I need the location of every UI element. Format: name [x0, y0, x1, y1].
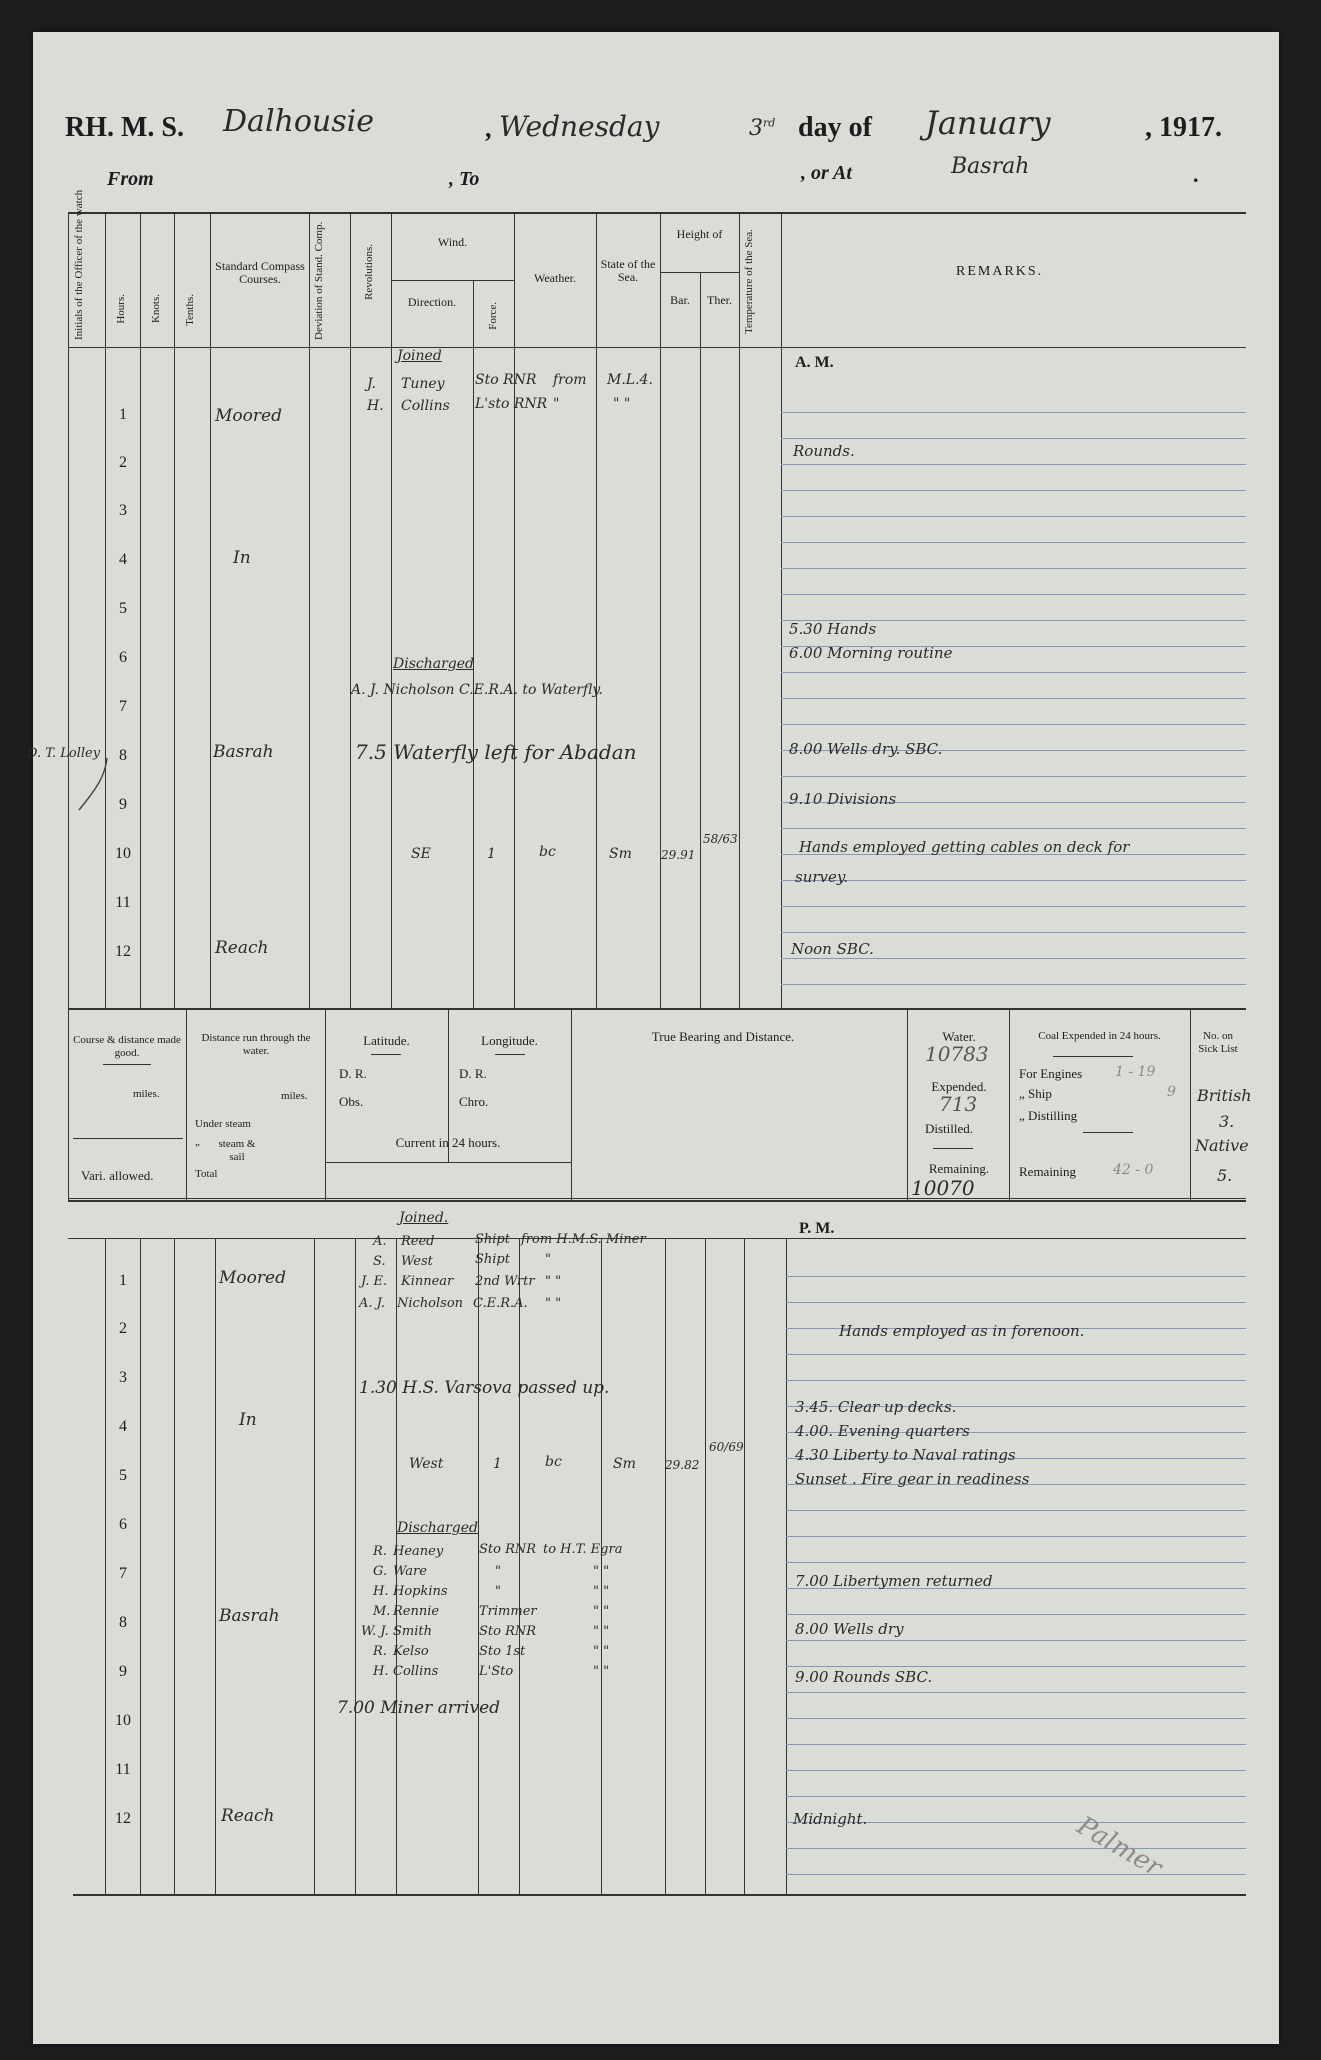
- am-course: Reach: [215, 938, 269, 958]
- total-label: Total: [195, 1168, 218, 1180]
- pm-hour: 9: [119, 1663, 127, 1680]
- pm-discharged-rating: Trimmer: [479, 1604, 537, 1619]
- water-remaining-value: 10070: [911, 1176, 975, 1200]
- pm-wind-direction: West: [409, 1456, 444, 1472]
- am-hour: 8: [119, 747, 127, 764]
- am-joined-name: Collins: [401, 398, 450, 414]
- pm-discharged-note: " ": [593, 1664, 610, 1679]
- am-hour: 9: [119, 796, 127, 813]
- steam-sail-mark: „: [195, 1136, 200, 1148]
- latitude-obs: Obs.: [339, 1094, 364, 1109]
- col-wind: Wind.: [437, 235, 468, 249]
- miles-label-2: miles.: [281, 1090, 308, 1102]
- pm-hour: 1: [119, 1272, 127, 1289]
- water-remaining-label: Remaining.: [928, 1161, 990, 1176]
- am-hour: 5: [119, 600, 127, 617]
- longitude-label: Longitude.: [481, 1033, 538, 1048]
- pm-discharged-name: Hopkins: [393, 1584, 448, 1599]
- col-revolutions: Revolutions.: [363, 244, 375, 300]
- am-discharged-line: A. J. Nicholson C.E.R.A. to Waterfly.: [351, 682, 603, 698]
- course-distance-label: Course & distance made good.: [73, 1034, 181, 1059]
- pm-discharged-note: " ": [593, 1584, 610, 1599]
- pm-joined-rating: Shipt: [475, 1252, 510, 1267]
- pm-remark: 4.30 Liberty to Naval ratings: [795, 1446, 1016, 1464]
- am-joined-note: " ": [613, 396, 631, 412]
- am-label: A. M.: [795, 354, 834, 371]
- am-hour: 2: [119, 454, 127, 471]
- coal-engines-label: For Engines: [1019, 1066, 1083, 1081]
- current-label: Current in 24 hours.: [395, 1135, 501, 1150]
- weekday: Wednesday: [499, 110, 660, 143]
- am-remark: Hands employed getting cables on deck for: [799, 838, 1130, 856]
- pm-discharged-rating: ": [495, 1584, 501, 1599]
- pm-discharged-rating: ": [495, 1564, 501, 1579]
- pm-sea-state: Sm: [613, 1456, 636, 1472]
- am-thermometer: 58/63: [703, 832, 738, 846]
- pm-discharged-rating: Sto 1st: [479, 1644, 526, 1659]
- pm-discharged-note: " ": [593, 1604, 610, 1619]
- col-direction: Direction.: [407, 295, 457, 309]
- log-page: RH. M. S. Dalhousie , Wednesday 3rd day of January , 1917. From , To , or At Basrah . Initials of the Officer of the watch Hours. Knots. Tenths. Standard Compass Courses. Deviation of Stand. Comp. Revolutions. Wind. Direction. Force. Weather. State of the Sea. Height of Bar. Ther. Temperature of the Sea. REMARKS. 1 2 3 4 5 6 7 8 9 10 11 12 Moored In Basrah Reach Joined J. Tuney Sto RNR from M.L.4. H. Collins L'sto RNR " " " Discharged A. J. Nicholson C.E.R.A. to Waterfly. 7.5 Waterfly left for Abadan D. T. Lolley SE 1 bc Sm 29.91 58/63 A. M. Rounds. 5.30 Hands 6.00 Morning routine 8.00 Wells dry. SBC. 9.10 Divisions Hands employed getting cables on deck for survey. Noon SBC. Course & distance made good. miles. Vari. allowed. Distance run through the water. miles. Under steam „ steam & sail Total Latitude. Longitude. D. R. Obs. D. R. Chro. Current in 24 hours. True Bearing and Distance. Water. 10783 Expended. 713 Distilled. Remaining. 10070 Coal Expended in 24 hours. For Engines 1 - 19 „ Ship 9 „ Distilling Remaining 42 - 0 No. on Sick List British 3. Native 5. 1 2 3 4 5 6 7 8 9 10 11 12 Moored In Basrah Reach Joined. A. Reed Shipt from H.M.S. Miner S. West Shipt " J. E. Kinnear 2nd Wrtr " " A. J. Nicholson C.E.R.A. " " 1.30 H.S. Varsova passed up. West 1 bc Sm 29.82 60/69 Discharged R. Heaney Sto RNR to H.T. Egra G. Ware " " " H. Hopkins " " " M. Rennie Trimmer " " W. J. Smith Sto RNR " " R. Kelso Sto 1st " " H. Collins L'Sto " " 7.00 Miner arrived P. M. Hands employed as in forenoon. 3.45. Clear up decks. 4.00. Evening quarters 4.30 Liberty to Naval ratings Sunset . Fire gear in readiness 7.00 Libertymen returned 8.00 Wells dry 9.00 Rounds SBC. Midnight. Palmer: [33, 32, 1279, 2044]
- pm-hour: 10: [115, 1712, 131, 1729]
- pm-hour: 7: [119, 1565, 127, 1582]
- pm-joined-initial: J. E.: [361, 1274, 388, 1289]
- pm-hour: 8: [119, 1614, 127, 1631]
- col-force: Force.: [487, 302, 499, 330]
- coal-remaining-value: 42 - 0: [1113, 1162, 1154, 1178]
- pm-discharged-rating: Sto RNR: [479, 1624, 537, 1639]
- pm-discharged-note: " ": [593, 1644, 610, 1659]
- pm-hour: 5: [119, 1467, 127, 1484]
- pm-hour: 4: [119, 1418, 127, 1435]
- am-hour: 1: [119, 406, 127, 423]
- pm-discharged-initial: M.: [373, 1604, 391, 1619]
- pm-hour: 2: [119, 1320, 127, 1337]
- pm-remark: 8.00 Wells dry: [795, 1620, 904, 1638]
- miles-label: miles.: [133, 1088, 160, 1100]
- pm-discharged-name: Rennie: [393, 1604, 440, 1619]
- col-state-sea: State of the Sea.: [600, 257, 656, 284]
- pm-discharged-initial: R.: [373, 1544, 387, 1559]
- am-remark: Rounds.: [793, 442, 855, 460]
- pm-joined-note: from H.M.S. Miner: [521, 1232, 646, 1247]
- steam-sail-label: steam & sail: [218, 1138, 256, 1163]
- am-course: Moored: [215, 406, 282, 426]
- am-joined-rating: Sto RNR: [475, 372, 537, 388]
- signature: Palmer: [1071, 1810, 1167, 1884]
- pm-remark: Hands employed as in forenoon.: [839, 1322, 1085, 1340]
- am-joined-from: from: [553, 372, 587, 388]
- longitude-chro: Chro.: [459, 1094, 489, 1109]
- water-label: Water.: [942, 1029, 976, 1044]
- pm-discharged-name: Collins: [393, 1664, 439, 1679]
- pm-course: Moored: [219, 1268, 286, 1288]
- pm-discharged-initial: G.: [373, 1564, 388, 1579]
- pm-discharged-note: to H.T. Egra: [543, 1542, 623, 1557]
- year: , 1917.: [1145, 112, 1222, 143]
- pm-weather: bc: [545, 1454, 562, 1470]
- am-remark: 6.00 Morning routine: [789, 644, 953, 662]
- pm-discharged-initial: W. J.: [361, 1624, 389, 1639]
- pm-discharged-name: Smith: [393, 1624, 432, 1639]
- pm-hour: 3: [119, 1369, 127, 1386]
- pm-joined-note: " ": [545, 1274, 562, 1289]
- pm-remark: Sunset . Fire gear in readiness: [795, 1470, 1030, 1488]
- am-remark: 8.00 Wells dry. SBC.: [789, 740, 943, 758]
- pm-joined-initial: A.: [373, 1234, 387, 1249]
- true-bearing-label: True Bearing and Distance.: [651, 1029, 795, 1044]
- am-wind-force: 1: [487, 846, 496, 862]
- pm-discharged-header: Discharged: [397, 1520, 478, 1536]
- am-course: Basrah: [213, 742, 274, 762]
- coal-title: Coal Expended in 24 hours.: [1038, 1030, 1161, 1042]
- am-remark: 9.10 Divisions: [789, 790, 897, 808]
- col-initials: Initials of the Officer of the watch: [73, 189, 85, 340]
- am-hour: 3: [119, 502, 127, 519]
- sick-british-label: British: [1197, 1086, 1252, 1105]
- coal-remaining-label: Remaining: [1019, 1164, 1077, 1179]
- coal-ship-label: „ Ship: [1019, 1086, 1052, 1101]
- under-steam-label: Under steam: [195, 1118, 251, 1130]
- pm-wind-force: 1: [493, 1456, 502, 1472]
- pm-joined-name: Reed: [401, 1234, 435, 1249]
- ship-name: Dalhousie: [223, 104, 374, 139]
- col-deviation: Deviation of Stand. Comp.: [313, 221, 325, 340]
- col-bar: Bar.: [670, 293, 690, 307]
- col-knots: Knots.: [150, 294, 162, 324]
- pm-discharged-initial: H.: [373, 1664, 389, 1679]
- pm-event: 7.00 Miner arrived: [337, 1698, 501, 1718]
- col-tenths: Tenths.: [184, 294, 196, 326]
- pm-joined-name: West: [401, 1254, 433, 1269]
- pm-discharged-rating: L'Sto: [479, 1664, 514, 1679]
- month: January: [925, 104, 1051, 142]
- pm-remark: 4.00. Evening quarters: [795, 1422, 970, 1440]
- col-hours: Hours.: [115, 294, 127, 324]
- sick-british-value: 3.: [1219, 1112, 1235, 1131]
- am-wind-direction: SE: [411, 846, 431, 862]
- pm-course: Reach: [221, 1806, 275, 1826]
- am-joined-initial: H.: [367, 398, 384, 414]
- am-sea-state: Sm: [609, 846, 632, 862]
- pm-discharged-initial: R.: [373, 1644, 387, 1659]
- pm-course: In: [239, 1410, 257, 1430]
- pm-joined-rating: Shipt: [475, 1232, 510, 1247]
- am-weather: bc: [539, 844, 556, 860]
- coal-ship-value: 9: [1167, 1084, 1176, 1100]
- am-remark: Noon SBC.: [791, 940, 874, 958]
- pm-joined-note: ": [545, 1252, 551, 1267]
- pm-discharged-note: " ": [593, 1564, 610, 1579]
- am-joined-initial: J.: [367, 376, 376, 392]
- col-height-of: Height of: [676, 227, 723, 241]
- sick-native-label: Native: [1195, 1136, 1249, 1155]
- pm-joined-name: Nicholson: [397, 1296, 464, 1311]
- longitude-dr: D. R.: [459, 1066, 487, 1081]
- pm-barometer: 29.82: [665, 1458, 700, 1472]
- coal-distilling-label: „ Distilling: [1019, 1108, 1078, 1123]
- pm-course: Basrah: [219, 1606, 280, 1626]
- pm-remark: 9.00 Rounds SBC.: [795, 1668, 933, 1686]
- latitude-label: Latitude.: [363, 1033, 410, 1048]
- col-temp-sea: Temperature of the Sea.: [743, 229, 755, 334]
- pm-discharged-name: Ware: [393, 1564, 427, 1579]
- distance-run-label: Distance run through the water.: [201, 1032, 311, 1057]
- am-course: In: [233, 548, 251, 568]
- pm-joined-name: Kinnear: [401, 1274, 454, 1289]
- am-discharged-header: Discharged: [393, 656, 474, 672]
- am-remark: survey.: [795, 868, 849, 886]
- col-courses: Standard Compass Courses.: [215, 259, 305, 286]
- pm-hour: 11: [115, 1761, 131, 1778]
- location: Basrah: [951, 154, 1030, 179]
- pm-remark: Midnight.: [793, 1810, 868, 1828]
- pm-joined-rating: C.E.R.A.: [473, 1296, 528, 1311]
- to-label: , To: [449, 168, 480, 190]
- variation-label: Vari. allowed.: [81, 1168, 154, 1183]
- pm-label: P. M.: [799, 1220, 835, 1237]
- pm-thermometer: 60/69: [709, 1440, 744, 1454]
- am-hour: 12: [115, 943, 131, 960]
- am-hour: 7: [119, 698, 127, 715]
- am-joined-note: M.L.4.: [607, 372, 653, 388]
- pm-joined-rating: 2nd Wrtr: [475, 1274, 535, 1289]
- pm-discharged-name: Heaney: [393, 1544, 444, 1559]
- from-label: From: [107, 168, 154, 190]
- pm-joined-note: " ": [545, 1296, 562, 1311]
- am-hour: 6: [119, 649, 127, 666]
- am-hour: 10: [115, 845, 131, 862]
- pm-joined-initial: S.: [373, 1254, 386, 1269]
- water-value: 10783: [925, 1042, 989, 1066]
- pm-discharged-initial: H.: [373, 1584, 389, 1599]
- col-weather: Weather.: [533, 271, 576, 285]
- pm-hour: 6: [119, 1516, 127, 1533]
- expended-value: 713: [939, 1092, 978, 1116]
- am-hour: 11: [115, 894, 131, 911]
- pm-joined-header: Joined.: [399, 1210, 449, 1226]
- day-number: 3rd: [749, 116, 776, 141]
- am-hour: 4: [119, 551, 127, 568]
- officer-signature-stroke: [73, 754, 113, 814]
- am-joined-header: Joined: [397, 348, 442, 364]
- am-remark: 5.30 Hands: [789, 620, 877, 638]
- distilled-label: Distilled.: [924, 1121, 974, 1136]
- am-joined-rating: L'sto RNR: [475, 396, 548, 412]
- pm-event: 1.30 H.S. Varsova passed up.: [359, 1378, 610, 1398]
- pm-remark: 3.45. Clear up decks.: [795, 1398, 957, 1416]
- am-joined-name: Tuney: [401, 376, 445, 392]
- or-at-label: , or At: [801, 162, 852, 184]
- pm-discharged-note: " ": [593, 1624, 610, 1639]
- am-barometer: 29.91: [661, 848, 696, 862]
- pm-discharged-name: Kelso: [393, 1644, 429, 1659]
- am-event: 7.5 Waterfly left for Abadan: [355, 740, 637, 764]
- expended-label: Expended.: [931, 1079, 987, 1094]
- latitude-dr: D. R.: [339, 1066, 367, 1081]
- officer-initials: D. T. Lolley: [27, 746, 101, 761]
- day-of-label: day of: [798, 112, 872, 143]
- ship-prefix: RH. M. S.: [65, 112, 184, 143]
- col-ther: Ther.: [707, 293, 732, 307]
- coal-engines-value: 1 - 19: [1115, 1064, 1156, 1080]
- pm-discharged-rating: Sto RNR: [479, 1542, 537, 1557]
- sick-native-value: 5.: [1217, 1166, 1233, 1185]
- sick-list-label: No. on Sick List: [1198, 1030, 1238, 1055]
- pm-joined-initial: A. J.: [359, 1296, 385, 1311]
- col-remarks: REMARKS.: [956, 264, 1044, 279]
- pm-remark: 7.00 Libertymen returned: [795, 1572, 993, 1590]
- pm-hour: 12: [115, 1810, 131, 1827]
- am-joined-from: ": [553, 396, 560, 412]
